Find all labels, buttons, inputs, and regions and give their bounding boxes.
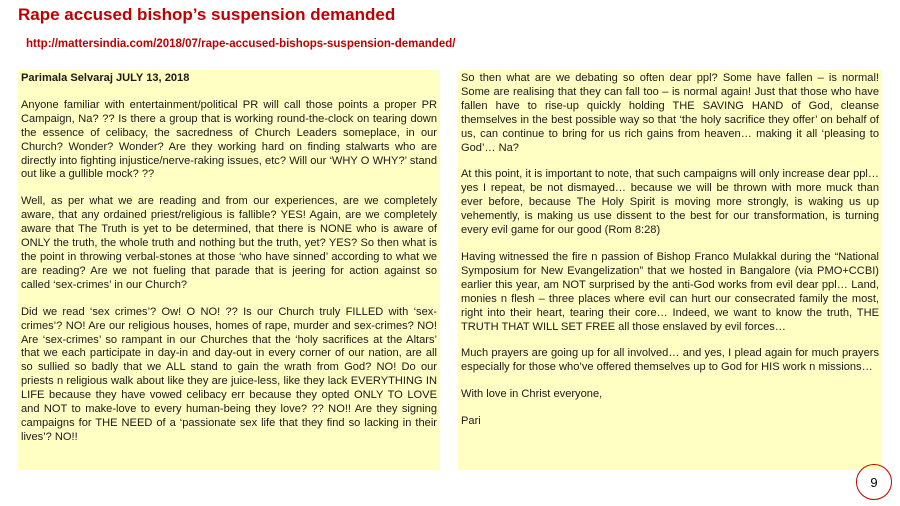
author-date-line: Parimala Selvaraj JULY 13, 2018 <box>21 72 190 84</box>
paragraph: Much prayers are going up for all involved… and yes, I plead again for much prayers especially for those who’ve offered themselves up to God for HIS work n missions… <box>461 347 879 374</box>
paragraph: Did we read ‘sex crimes’? Ow! O NO! ?? Is our Church truly FILLED with ‘sex-crimes’? NO! Are our religious houses, homes of rape, murder and sex-crimes? NO! Are ‘sex-crimes’ so rampant in our Churches that the ‘holy sacrifices at the Altars’ that we each participate in day-in and day-out in every corner of our nation, are all so sullied so badly that we ALL stand to gain the wrath from God? NO! Do our priests n religious walk about like they are juice-less, like they lack EVERYTHING IN LIFE because they have vowed celibacy err because they opted ONLY TO LOVE and NOT to make-love to every human-being they love? ?? NO!! Are they signing campaigns for THE NEED of a ‘passionate sex life that they find so lacking in their lives’? NO!! <box>21 305 437 443</box>
source-url: http://mattersindia.com/2018/07/rape-accused-bishops-suspension-demanded/ <box>26 38 456 50</box>
right-text-panel <box>458 70 882 470</box>
page-number-badge <box>856 464 892 500</box>
paragraph: So then what are we debating so often dear ppl? Some have fallen – is normal! Some are realising that they can fall too – is normal again! Just that those who have fallen have to rise-up quickly holding THE SAVING HAND of God, cleanse themselves in the best possible way so that ‘the holy sacrifice they offer’ on behalf of us, can continue to bring for us rich gains from heaven… making it all ‘pleasing to God’… Na? <box>461 72 879 154</box>
left-text-panel <box>18 70 440 470</box>
left-column-text <box>18 70 440 460</box>
right-column-text <box>458 70 882 444</box>
article-title: Rape accused bishop’s suspension demanded <box>18 5 396 24</box>
paragraph: Having witnessed the fire n passion of Bishop Franco Mulakkal during the “National Symposium for New Evangelization” that we hosted in Bangalore (via PMO+CCBI) earlier this year, am NOT surprised by the anti-God works from evil dear ppl… Land, monies n flesh – three places where evil can hurt our consecrated family the most, right into their heart, tearing their core… Indeed, we want to know the truth, THE TRUTH THAT WILL SET FREE all those enslaved by evil forces… <box>461 250 879 333</box>
paragraph: At this point, it is important to note, that such campaigns will only increase dear ppl… yes I repeat, be not dismayed… because we will be thrown with more muck than ever before, because The Holy Spirit is moving more strongly, is waking us up vehemently, is making us use dissent to the best for our transformation, is turning every evil game for our good (Rom 8:28) <box>461 168 879 237</box>
paragraph: Anyone familiar with entertainment/political PR will call those points a proper PR Campaign, Na? ?? Is there a group that is working round-the-clock on tearing down the essence of celibacy, the sacredness of Church Leaders someplace, in our Church? Wonder? Wonder? Are they working hard on finding stalwarts who are directly into fighting injustice/nerve-raking issues, etc? Will our ‘WHY O WHY?’ stand out like a gullible mock? ?? <box>21 98 437 181</box>
paragraph: Well, as per what we are reading and from our experiences, are we completely aware, that any ordained priest/religious is fallible? YES! Again, are we completely aware that The Truth is yet to be determined, that there is NONE who is aware of ONLY the truth, the whole truth and nothing but the truth, yet? YES? So then what is the point in throwing verbal-stones at those ‘who have sinned’ according to what we are reading? Are we not fueling that parade that is jeering for action against so called ‘sex-crimes’ in our Church? <box>21 195 437 291</box>
page-number: 9 <box>870 474 878 490</box>
closing-line: With love in Christ everyone, <box>461 388 603 401</box>
signature: Pari <box>461 415 481 428</box>
